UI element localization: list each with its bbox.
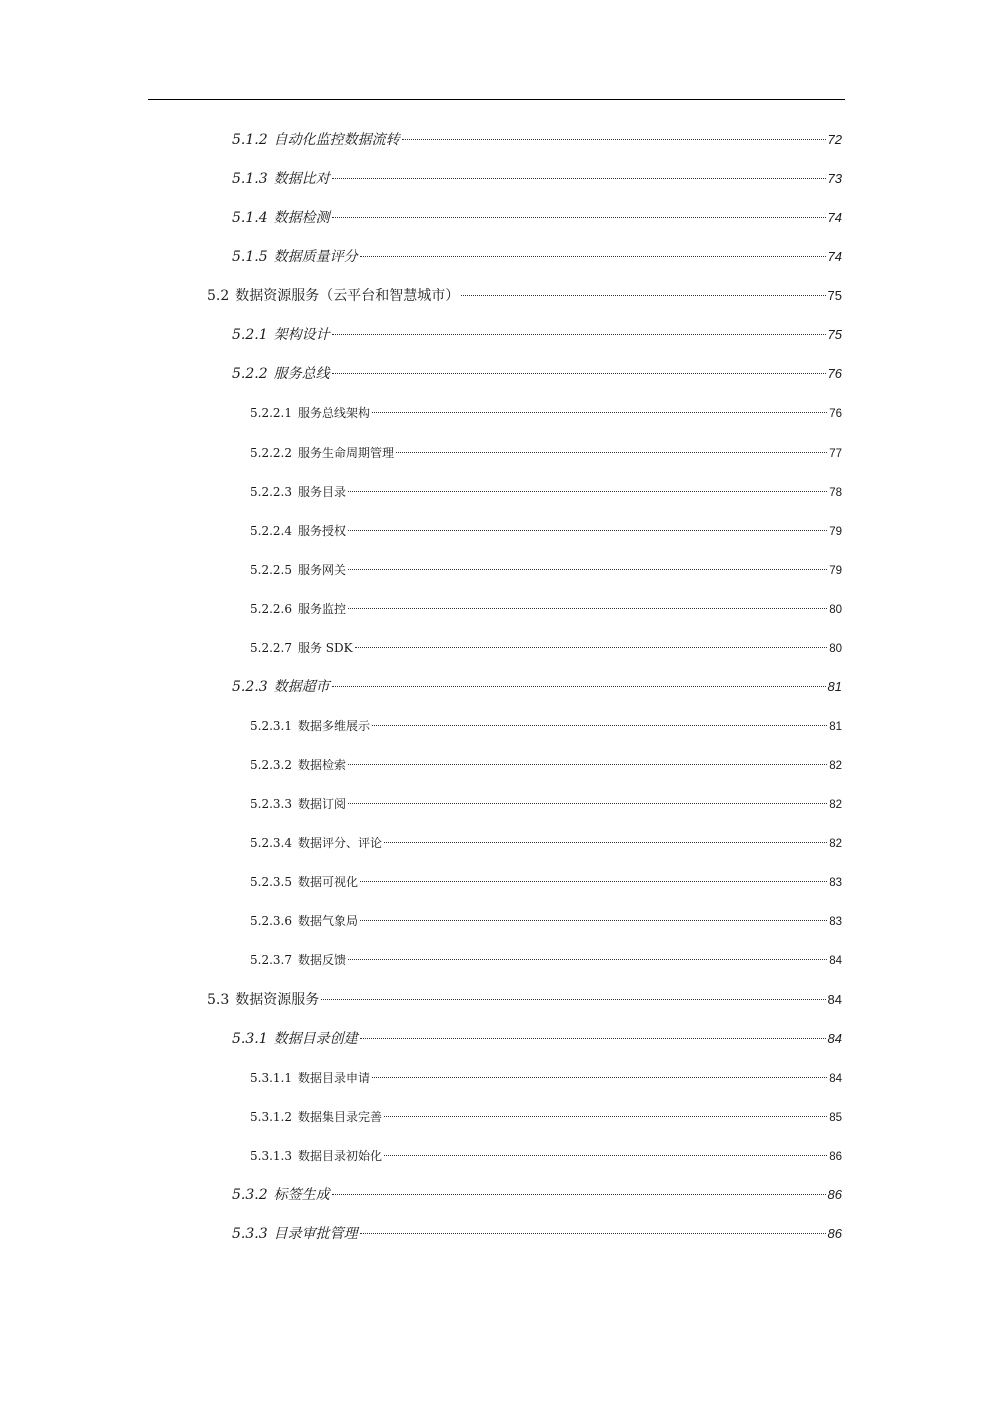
toc-entry-page-number: 76	[827, 366, 842, 381]
toc-entry-page-number: 83	[829, 916, 842, 928]
toc-entry[interactable]	[250, 598, 842, 620]
toc-entry-number: 5.2.2.6	[250, 602, 292, 616]
toc-entry-title: 数据资源服务	[235, 992, 320, 1008]
toc-dot-leader	[332, 373, 826, 374]
toc-entry-title: 数据集目录完善	[297, 1110, 382, 1124]
toc-entry-title: 数据检测	[273, 210, 330, 226]
toc-dot-leader	[384, 842, 827, 843]
toc-entry-title: 数据资源服务（云平台和智慧城市）	[235, 288, 460, 304]
toc-dot-leader	[332, 217, 826, 218]
toc-entry-title: 数据多维展示	[297, 719, 370, 733]
toc-entry[interactable]	[250, 793, 842, 815]
toc-entry-number: 5.3.1.1	[250, 1071, 292, 1085]
toc-dot-leader	[348, 491, 827, 492]
toc-entry-title: 服务总线架构	[297, 406, 370, 420]
toc-entry[interactable]	[232, 1028, 842, 1050]
toc-entry-number: 5.2.2	[232, 366, 268, 382]
toc-entry-page-number: 74	[827, 249, 842, 264]
toc-entry-number: 5.2.3.4	[250, 836, 292, 850]
toc-entry-page-number: 75	[827, 288, 842, 303]
toc-entry-number: 5.2.3.3	[250, 797, 292, 811]
toc-entry[interactable]	[232, 1223, 842, 1245]
toc-entry-title: 数据质量评分	[273, 249, 358, 265]
toc-entry-number: 5.3.1.3	[250, 1149, 292, 1163]
toc-entry-page-number: 78	[829, 487, 842, 499]
toc-entry-title: 数据超市	[273, 679, 330, 695]
toc-entry-title: 数据气象局	[297, 914, 358, 928]
toc-dot-leader	[321, 999, 825, 1000]
toc-entry[interactable]	[232, 246, 842, 268]
toc-entry-title: 数据可视化	[297, 875, 358, 889]
toc-entry-title: 标签生成	[273, 1187, 330, 1203]
toc-dot-leader	[396, 452, 827, 453]
toc-entry-title: 数据目录初始化	[297, 1149, 382, 1163]
toc-entry-page-number: 76	[829, 408, 842, 420]
toc-entry-number: 5.2.3	[232, 679, 268, 695]
toc-entry-page-number: 84	[829, 1073, 842, 1085]
toc-dot-leader	[372, 725, 827, 726]
toc-entry-title: 服务目录	[297, 485, 346, 499]
toc-entry[interactable]	[232, 363, 842, 385]
toc-entry[interactable]	[207, 285, 842, 307]
toc-dot-leader	[360, 1233, 826, 1234]
toc-entry-page-number: 82	[829, 838, 842, 850]
toc-dot-leader	[348, 569, 827, 570]
toc-entry[interactable]	[250, 402, 842, 424]
toc-entry-page-number: 79	[829, 526, 842, 538]
toc-entry-number: 5.2.3.1	[250, 719, 292, 733]
toc-entry[interactable]	[250, 559, 842, 581]
toc-entry[interactable]	[232, 1184, 842, 1206]
toc-entry[interactable]	[250, 871, 842, 893]
toc-entry-page-number: 86	[827, 1187, 842, 1202]
toc-entry-number: 5.2.3.6	[250, 914, 292, 928]
toc-entry-title: 数据目录创建	[273, 1031, 358, 1047]
toc-entry-page-number: 73	[827, 171, 842, 186]
toc-entry-number: 5.2.3.7	[250, 953, 292, 967]
toc-entry-page-number: 81	[829, 721, 842, 733]
toc-entry-page-number: 83	[829, 877, 842, 889]
toc-entry-title: 目录审批管理	[273, 1226, 358, 1242]
toc-dot-leader	[348, 530, 827, 531]
toc-dot-leader	[332, 686, 826, 687]
toc-entry-title: 数据反馈	[297, 953, 346, 967]
toc-entry-title: 数据目录申请	[297, 1071, 370, 1085]
toc-entry-number: 5.3.3	[232, 1226, 268, 1242]
toc-dot-leader	[348, 764, 827, 765]
toc-entry[interactable]	[232, 324, 842, 346]
toc-dot-leader	[348, 959, 827, 960]
toc-entry-number: 5.2.2.7	[250, 641, 292, 655]
toc-entry-number: 5.3.1	[232, 1031, 268, 1047]
toc-entry-number: 5.1.4	[232, 210, 268, 226]
toc-entry-page-number: 72	[827, 132, 842, 147]
toc-dot-leader	[332, 1194, 826, 1195]
toc-entry[interactable]	[250, 949, 842, 971]
toc-entry-title: 服务总线	[273, 366, 330, 382]
toc-entry-number: 5.2.3.2	[250, 758, 292, 772]
toc-entry-number: 5.2.2.2	[250, 446, 292, 460]
toc-entry-title: 数据评分、评论	[297, 836, 382, 850]
toc-entry-page-number: 82	[829, 760, 842, 772]
toc-entry-page-number: 81	[827, 679, 842, 694]
toc-entry[interactable]	[207, 989, 842, 1011]
toc-dot-leader	[355, 647, 828, 648]
toc-entry-page-number: 84	[827, 992, 842, 1007]
toc-entry[interactable]	[250, 1106, 842, 1128]
toc-entry-page-number: 86	[827, 1226, 842, 1241]
toc-entry[interactable]	[250, 1067, 842, 1089]
toc-entry-number: 5.1.3	[232, 171, 268, 187]
toc-entry-page-number: 74	[827, 210, 842, 225]
toc-entry[interactable]	[250, 481, 842, 503]
toc-entry-number: 5.2	[207, 288, 230, 304]
toc-entry[interactable]	[250, 715, 842, 737]
toc-dot-leader	[372, 1077, 827, 1078]
toc-entry[interactable]	[250, 832, 842, 854]
toc-entry-number: 5.3	[207, 992, 230, 1008]
toc-dot-leader	[384, 1116, 827, 1117]
toc-dot-leader	[360, 881, 827, 882]
toc-entry-page-number: 80	[829, 604, 842, 616]
toc-dot-leader	[372, 412, 827, 413]
toc-dot-leader	[461, 295, 825, 296]
toc-entry[interactable]	[232, 168, 842, 190]
toc-entry-title: 架构设计	[273, 327, 330, 343]
toc-entry-number: 5.2.1	[232, 327, 268, 343]
toc-entry[interactable]	[250, 910, 842, 932]
toc-entry-page-number: 80	[829, 643, 842, 655]
toc-entry-title: 服务授权	[297, 524, 346, 538]
toc-entry-title: 服务 SDK	[297, 641, 353, 655]
toc-entry-page-number: 77	[829, 448, 842, 460]
toc-entry[interactable]	[250, 754, 842, 776]
toc-entry-page-number: 79	[829, 565, 842, 577]
toc-dot-leader	[360, 1038, 826, 1039]
toc-entry-number: 5.2.2.4	[250, 524, 292, 538]
toc-entry-title: 服务网关	[297, 563, 346, 577]
toc-entry[interactable]	[250, 442, 842, 464]
toc-entry-number: 5.2.2.1	[250, 406, 292, 420]
toc-dot-leader	[332, 334, 826, 335]
toc-entry[interactable]	[232, 207, 842, 229]
toc-entry-number: 5.1.2	[232, 132, 268, 148]
toc-entry-page-number: 84	[827, 1031, 842, 1046]
toc-entry[interactable]	[232, 129, 842, 151]
toc-entry[interactable]	[232, 676, 842, 698]
toc-entry[interactable]	[250, 637, 842, 659]
toc-entry-title: 服务监控	[297, 602, 346, 616]
toc-entry-title: 自动化监控数据流转	[273, 132, 400, 148]
toc-dot-leader	[348, 803, 827, 804]
toc-entry-title: 数据比对	[273, 171, 330, 187]
toc-dot-leader	[402, 139, 826, 140]
toc-entry-page-number: 82	[829, 799, 842, 811]
toc-entry-page-number: 85	[829, 1112, 842, 1124]
toc-dot-leader	[360, 920, 827, 921]
toc-entry-page-number: 86	[829, 1151, 842, 1163]
toc-entry-title: 数据订阅	[297, 797, 346, 811]
toc-entry-number: 5.3.2	[232, 1187, 268, 1203]
toc-dot-leader	[332, 178, 826, 179]
toc-entry-number: 5.2.2.5	[250, 563, 292, 577]
toc-entry-title: 服务生命周期管理	[297, 446, 394, 460]
toc-entry-number: 5.3.1.2	[250, 1110, 292, 1124]
toc-entry-number: 5.1.5	[232, 249, 268, 265]
toc-entry-number: 5.2.2.3	[250, 485, 292, 499]
toc-entry-number: 5.2.3.5	[250, 875, 292, 889]
toc-entry-title: 数据检索	[297, 758, 346, 772]
toc-entry-page-number: 84	[829, 955, 842, 967]
toc-dot-leader	[348, 608, 827, 609]
toc-dot-leader	[360, 256, 826, 257]
toc-entry[interactable]	[250, 520, 842, 542]
toc-entry-page-number: 75	[827, 327, 842, 342]
toc-dot-leader	[384, 1155, 827, 1156]
toc-entry[interactable]	[250, 1145, 842, 1167]
